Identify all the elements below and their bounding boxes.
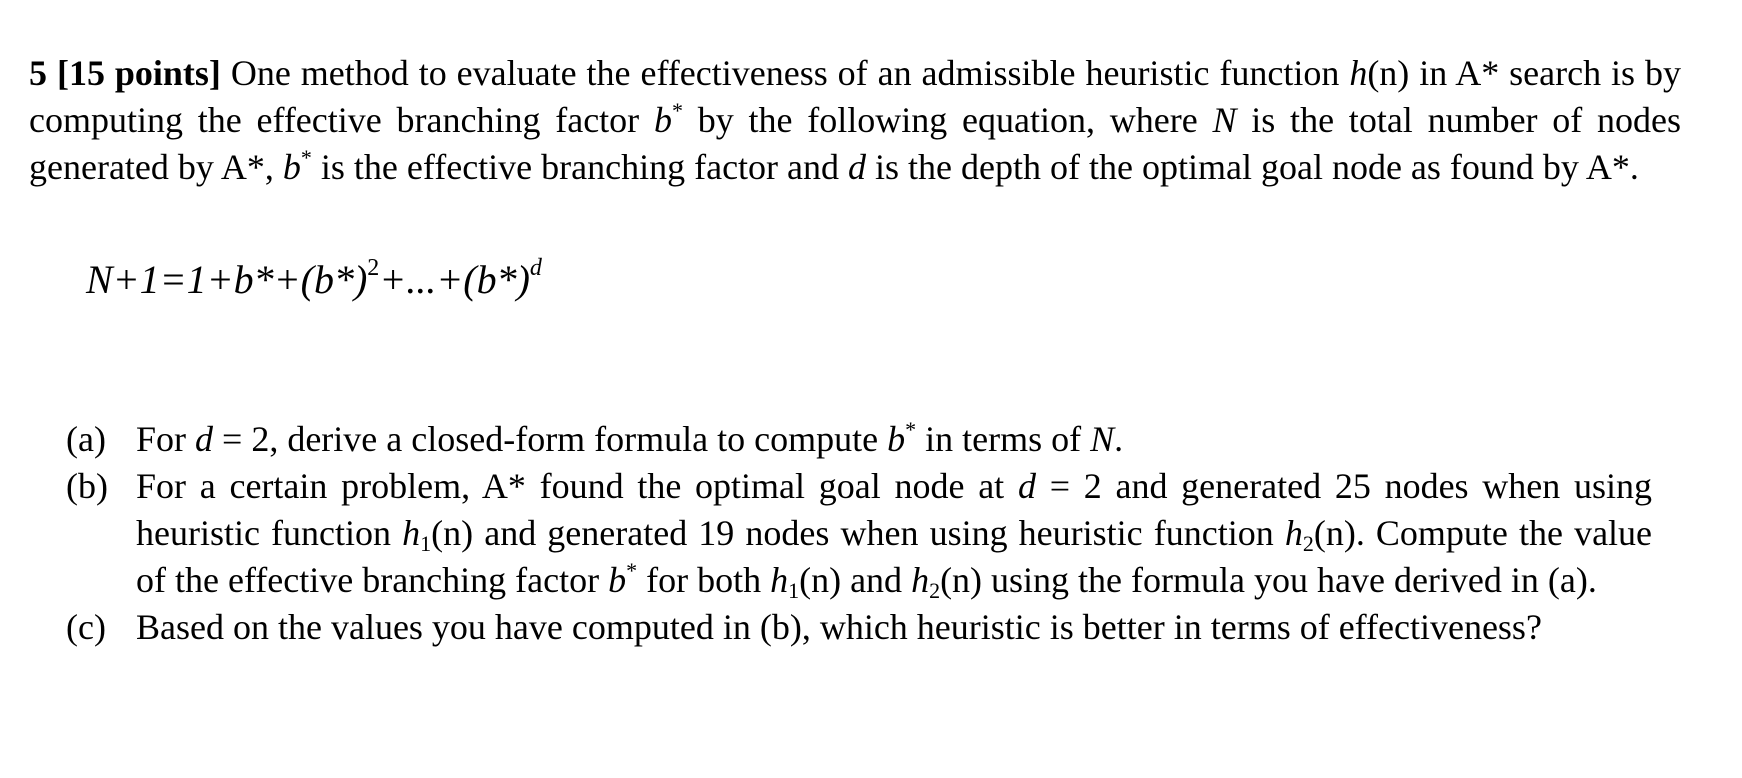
math-b: b [887,419,906,459]
math-star: * [671,98,683,123]
math-h: h [402,513,421,553]
part-text: in terms of [925,419,1082,459]
math-h: h [770,560,789,600]
part-label: (b) [66,466,108,506]
part-text: for both [646,560,762,600]
question-intro [29,50,1681,191]
math-star: * [300,145,312,170]
math-h: h [911,560,930,600]
part-text: Based on the values you have computed in (b), which heuristic is better in terms of effectiveness? [136,607,1542,647]
intro-text: is the effective branching factor and [320,147,840,187]
math-n: (n) [799,560,842,600]
part-text: using the formula you have derived in (a). [991,560,1597,600]
equation-lhs: N+1=1+b*+(b*) [86,257,368,302]
part-text: = 2, derive a closed-form formula to compute [222,419,879,459]
branching-factor-equation [86,256,542,303]
math-N: N [1212,100,1237,140]
part-text: . Compute the value of the effective branching factor [136,513,1653,600]
intro-text: One method to evaluate the effectiveness of an admissible heuristic function [230,53,1340,93]
intro-text: is the depth of the optimal goal node as found by A*. [875,147,1639,187]
math-h: h [1284,513,1303,553]
math-N: N [1090,419,1115,459]
part-b [66,463,1652,604]
part-text: For a certain problem, A* found the optimal goal node at [136,466,1005,506]
question-points: [15 points] [56,53,221,93]
math-d: d [195,419,214,459]
equation-exponent: d [529,255,542,281]
math-star: * [905,417,917,442]
part-text: . [1114,419,1124,459]
part-label: (c) [66,607,106,647]
part-text: For [136,419,187,459]
intro-text: by the following equation, where [697,100,1198,140]
math-n: (n) [1313,513,1356,553]
math-n: (n) [940,560,983,600]
question-number: 5 [29,53,47,93]
math-d: d [1017,466,1036,506]
question-parts [66,416,1652,651]
question-5 [29,50,1681,191]
math-subscript: 2 [929,578,941,603]
math-b: b [282,147,301,187]
math-subscript: 2 [1302,531,1314,556]
math-star: * [626,558,638,583]
part-text: and [850,560,903,600]
equation-exponent: 2 [367,255,380,281]
math-h: h [1349,53,1368,93]
math-n: (n) [431,513,474,553]
intro-text: is the total number of nodes generated by A*, [29,100,1682,187]
math-b: b [653,100,672,140]
part-text: = 2 and generated 25 nodes when using heuristic function [136,466,1653,553]
equation-mid: +...+(b*) [379,257,530,302]
part-c [66,604,1652,651]
math-subscript: 1 [420,531,432,556]
math-subscript: 1 [788,578,800,603]
math-b: b [608,560,627,600]
part-label: (a) [66,419,106,459]
math-d: d [848,147,867,187]
part-a [66,416,1652,463]
intro-text: in A* search is by computing the effective branching factor [29,53,1682,140]
math-n: (n) [1367,53,1410,93]
part-text: and generated 19 nodes when using heuristic function [484,513,1274,553]
